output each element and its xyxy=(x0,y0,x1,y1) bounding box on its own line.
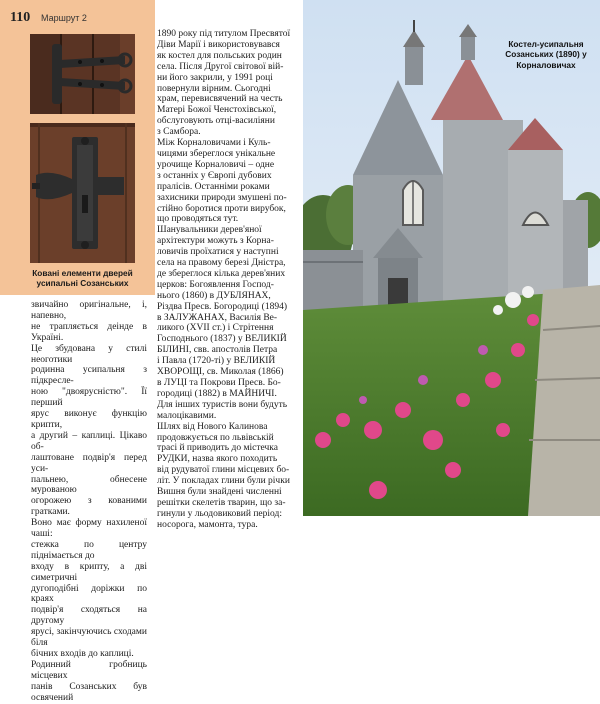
column1-bottom-text: звичайно оригінальне, і, напевно, не трапляється деінде в Україні. Це збудована у стилі неоготики родинна усипальня з підкресле- ною "двоярусністю". Її перший ярус виконує функцію крипти, а другий – каплиці. Цікаво об- лаштоване подвір'я перед уси- пальнею, обнесене мурованою огорожею з кованими гратками. Воно має форму нахиленої чаші: стежка по центру піднімається до входу в крипту, а дві симетричні дугоподібні доріжки по краях подвір'я сходяться на другому ярусі, закінчуючись сходами біля бічних входів до каплиці. Родинний гробниць місцевих панів Созанських був освячений xyxy=(31,300,147,703)
column2-text: 1890 року під титулом Пресвятої Діви Марії і використовувався як костел для польських родин села. Після Другої світової вій- ни його закрили, у 1991 році повернули вірним. Сьогодні храм, перевисвячений на честь Матері Божої Ченстохівської, обслуговують отці-василіяни з Самбора. Між Корналовичами і Куль- чицями збереглося унікальне урочище Корналовичі – одне з останніх у Європі дубових пралісів. Останніми роками захисники природи змушені по- стійно боротися проти вирубок, що проводяться тут. Шанувальники дерев'яної архітектури можуть з Корна- ловичів проїхатися у наступні села на правому березі Дністра, де збереглося кілька дерев'яних церков: Богоявлення Господ- нього (1860) в ДУБЛЯНАХ, Різдва Пресв. Богородиці (1894) в ЗАЛУЖАНАХ, Василія Ве- ликого (XVII ст.) і Стрітення Господнього (1837) у ВЕЛИКІЙ БІЛИНІ, свв. апостолів Петра і Павла (1720-ті) у ВЕЛИКІЙ ХВОРОЩІ, св. Миколая (1866) в ЛУЦІ та Покрови Пресв. Бо- городиці (1882) в МАЙНИЧІ. Для інших туристів вони будуть малоцікавими. Шлях від Нового Калинова продовжується по львівській трасі й приводить до містечка РУДКИ, назва якого походить від рудуватої глини місцевих бо- літ. У покладах глини були річки Вишня були знайдені численні решітки скелетів тварин, що за- гинули у льодовиковий період: носорога, мамонта, тура. xyxy=(157,29,291,530)
page-header xyxy=(0,0,155,32)
right-photo-caption: Костел-усипальня Созанських (1890) у Корналовичах xyxy=(505,39,587,70)
door-lock-photo xyxy=(30,123,135,263)
church-photo xyxy=(303,0,600,516)
left-photo-caption: Ковані елементи дверей усипальні Созанських xyxy=(32,268,133,288)
page-number: 110 xyxy=(10,10,31,25)
door-hinge-photo xyxy=(30,34,135,114)
route-label: Маршрут 2 xyxy=(41,13,87,23)
